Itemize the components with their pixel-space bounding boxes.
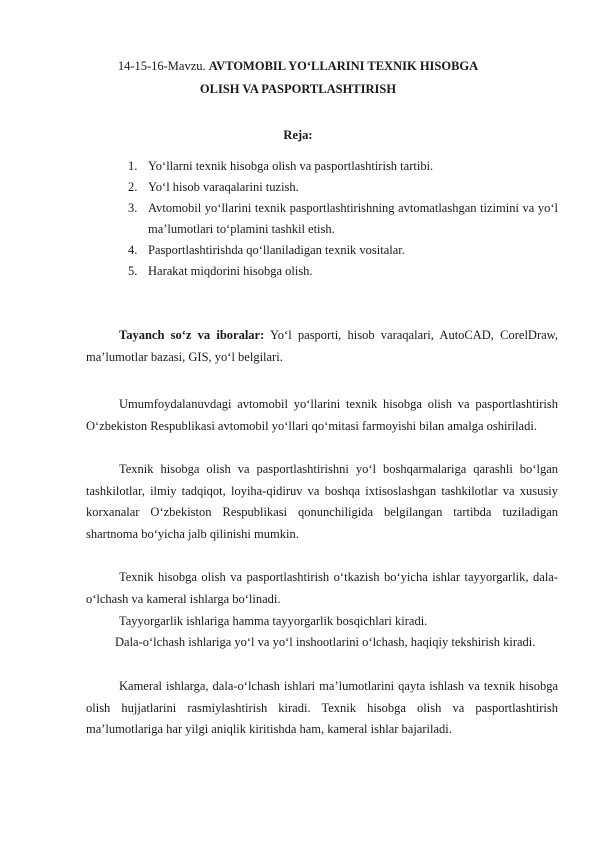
plan-item: 3. Avtomobil yo‘llarini texnik pasportlashtirishning avtomatlashgan tizimini va yo‘l ma’lumotlari to‘plamini tashkil etish. — [128, 201, 558, 236]
body-paragraph-6: Kameral ishlarga, dala-o‘lchash ishlari ma’lumotlarini qayta ishlash va texnik hisobga olish hujjatlarini rasmiylashtirish kiradi. Texnik hisobga olish va pasportlashtirish ma’lumotlariga har yilgi aniqlik kiritishda ham, kameral ishlar bajariladi. — [86, 679, 558, 737]
topic-title-bold: AVTOMOBIL YO‘LLARINI TEXNIK HISOBGA — [208, 59, 479, 73]
plan-heading: Reja: — [283, 128, 313, 142]
body-paragraph-1: Umumfoydalanuvdagi avtomobil yo‘llarini texnik hisobga olish va pasportlashtirish O‘zbekiston Respublikasi avtomobil yo‘llari qo‘mitasi farmoyishi bilan amalga oshiriladi. — [86, 397, 558, 433]
topic-title-bold-2: OLISH VA PASPORTLASHTIRISH — [199, 82, 397, 96]
topic-title-line1 — [0, 58, 596, 74]
plan-item: 2. Yo‘l hisob varaqalarini tuzish. — [128, 180, 299, 194]
topic-title-line2 — [0, 81, 596, 97]
body-paragraph-2: Texnik hisobga olish va pasportlashtirishni yo‘l boshqarmalariga qarashli bo‘lgan tashkilotlar, ilmiy tadqiqot, loyiha-qidiruv va boshqa ixtisoslashgan tashkilotlar va xususiy korxanalar O‘zbekiston Respublikasi qonunchiligida belgilangan tartibda tuziladigan shartnoma bo‘yicha jalb qilinishi mumkin. — [86, 462, 558, 541]
keywords-paragraph — [86, 325, 558, 368]
plan-list — [128, 156, 558, 282]
body-paragraph-5: Dala-o‘lchash ishlariga yo‘l va yo‘l inshootlarini o‘lchash, haqiqiy tekshirish kiradi. — [115, 635, 536, 649]
body-paragraph-4: Tayyorgarlik ishlariga hamma tayyorgarlik bosqichlari kiradi. — [119, 614, 428, 628]
plan-item: 1. Yo‘llarni texnik hisobga olish va pasportlashtirish tartibi. — [128, 159, 434, 173]
body-paragraph-3: Texnik hisobga olish va pasportlashtirish o‘tkazish bo‘yicha ishlar tayyorgarlik, dala-o‘lchash va kameral ishlarga bo‘linadi. — [86, 570, 558, 606]
keywords-label: Tayanch so‘z va iboralar: — [119, 328, 265, 342]
plan-item: 4. Pasportlashtirishda qo‘llaniladigan texnik vositalar. — [128, 243, 405, 257]
plan-item: 5. Harakat miqdorini hisobga olish. — [128, 264, 313, 278]
keywords-text: Yo‘l pasporti, hisob varaqalari, AutoCAD, CorelDraw, ma’lumotlar bazasi, GIS, yo‘l belgilari. — [86, 328, 558, 364]
topic-prefix: 14-15-16-Mavzu. — [117, 59, 209, 73]
